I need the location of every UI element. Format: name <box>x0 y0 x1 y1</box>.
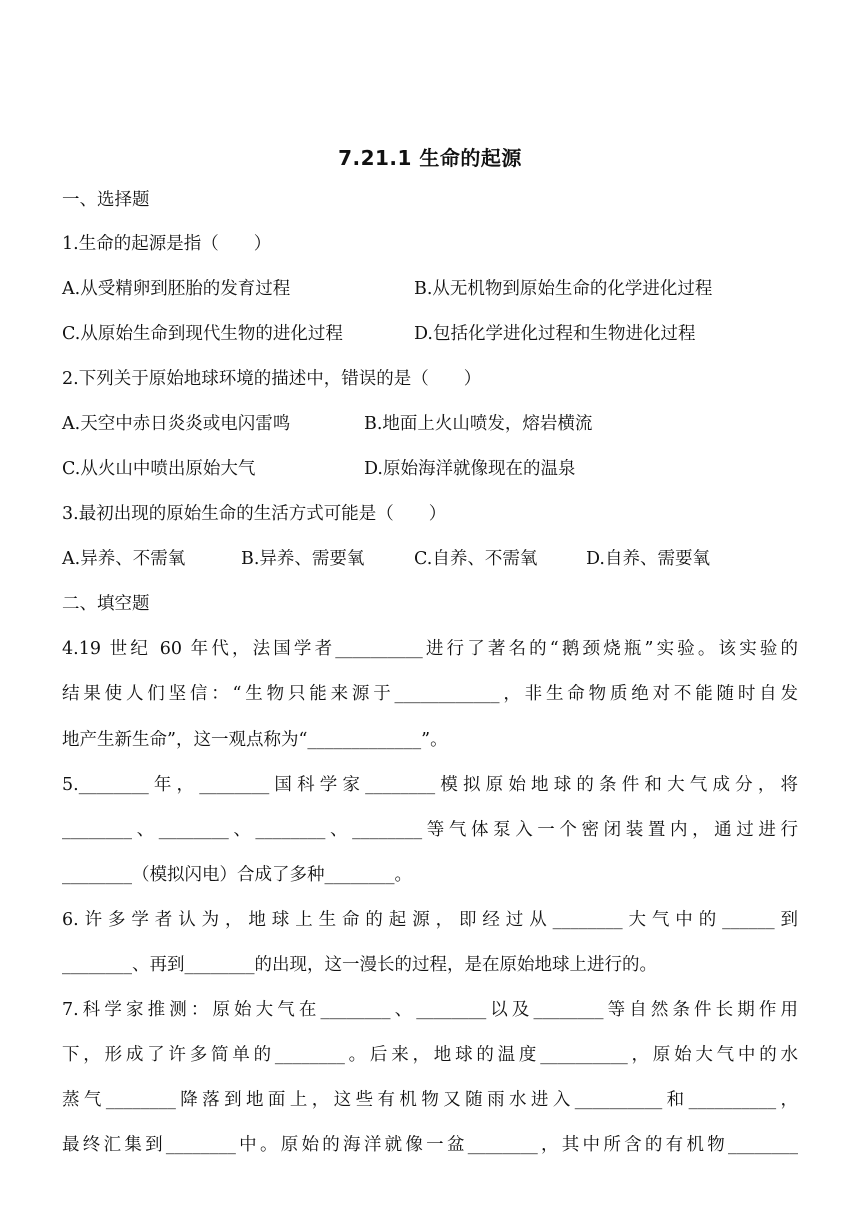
q4-line-2: 结果使人们坚信：“生物只能来源于____________，非生命物质绝对不能随时自发 <box>62 684 798 704</box>
q3-option-a: A.异养、不需氧 <box>62 549 186 569</box>
q7-line-4: 最终汇集到________中。原始的海洋就像一盆________，其中所含的有机物________ <box>62 1135 798 1155</box>
section-heading-fill: 二、填空题 <box>62 594 150 614</box>
section-heading-choice: 一、选择题 <box>62 190 150 210</box>
q5-line-1: 5.________年，________国科学家________模拟原始地球的条件和大气成分，将 <box>62 775 798 795</box>
q6-line-2: ________、再到________的出现，这一漫长的过程，是在原始地球上进行的。 <box>62 955 657 975</box>
q7-line-2: 下，形成了许多简单的________。后来，地球的温度__________，原始大气中的水 <box>62 1045 798 1065</box>
q4-line-1: 4.19 世纪 60 年代，法国学者__________进行了著名的“鹅颈烧瓶”实验。该实验的 <box>62 639 798 659</box>
q1-option-b: B.从无机物到原始生命的化学进化过程 <box>414 279 713 299</box>
q3-stem: 3.最初出现的原始生命的生活方式可能是（ ） <box>62 504 447 524</box>
q1-option-d: D.包括化学进化过程和生物进化过程 <box>414 324 696 344</box>
q2-option-c: C.从火山中喷出原始大气 <box>62 459 256 479</box>
q3-option-c: C.自养、不需氧 <box>414 549 538 569</box>
q4-line-3: 地产生新生命”，这一观点称为“_____________”。 <box>62 730 448 750</box>
q1-option-c: C.从原始生命到现代生物的进化过程 <box>62 324 343 344</box>
q6-line-1: 6.许多学者认为，地球上生命的起源，即经过从________大气中的______到 <box>62 910 798 930</box>
q2-option-a: A.天空中赤日炎炎或电闪雷鸣 <box>62 414 291 434</box>
q5-line-3: ________（模拟闪电）合成了多种________。 <box>62 865 412 885</box>
q3-option-d: D.自养、需要氧 <box>586 549 710 569</box>
page-title: 7.21.1 生命的起源 <box>338 146 522 170</box>
q2-stem: 2.下列关于原始地球环境的描述中，错误的是（ ） <box>62 369 482 389</box>
q7-line-3: 蒸气________降落到地面上，这些有机物又随雨水进入__________和__________， <box>62 1090 798 1110</box>
q5-line-2: ________、________、________、________等气体泵入一个密闭装置内，通过进行 <box>62 820 798 840</box>
q2-option-b: B.地面上火山喷发，熔岩横流 <box>364 414 593 434</box>
q1-stem: 1.生命的起源是指（ ） <box>62 234 272 254</box>
q1-option-a: A.从受精卵到胚胎的发育过程 <box>62 279 291 299</box>
q2-option-d: D.原始海洋就像现在的温泉 <box>364 459 576 479</box>
q7-line-1: 7.科学家推测：原始大气在________、________以及________等自然条件长期作用 <box>62 1000 798 1020</box>
q3-option-b: B.异养、需要氧 <box>241 549 365 569</box>
